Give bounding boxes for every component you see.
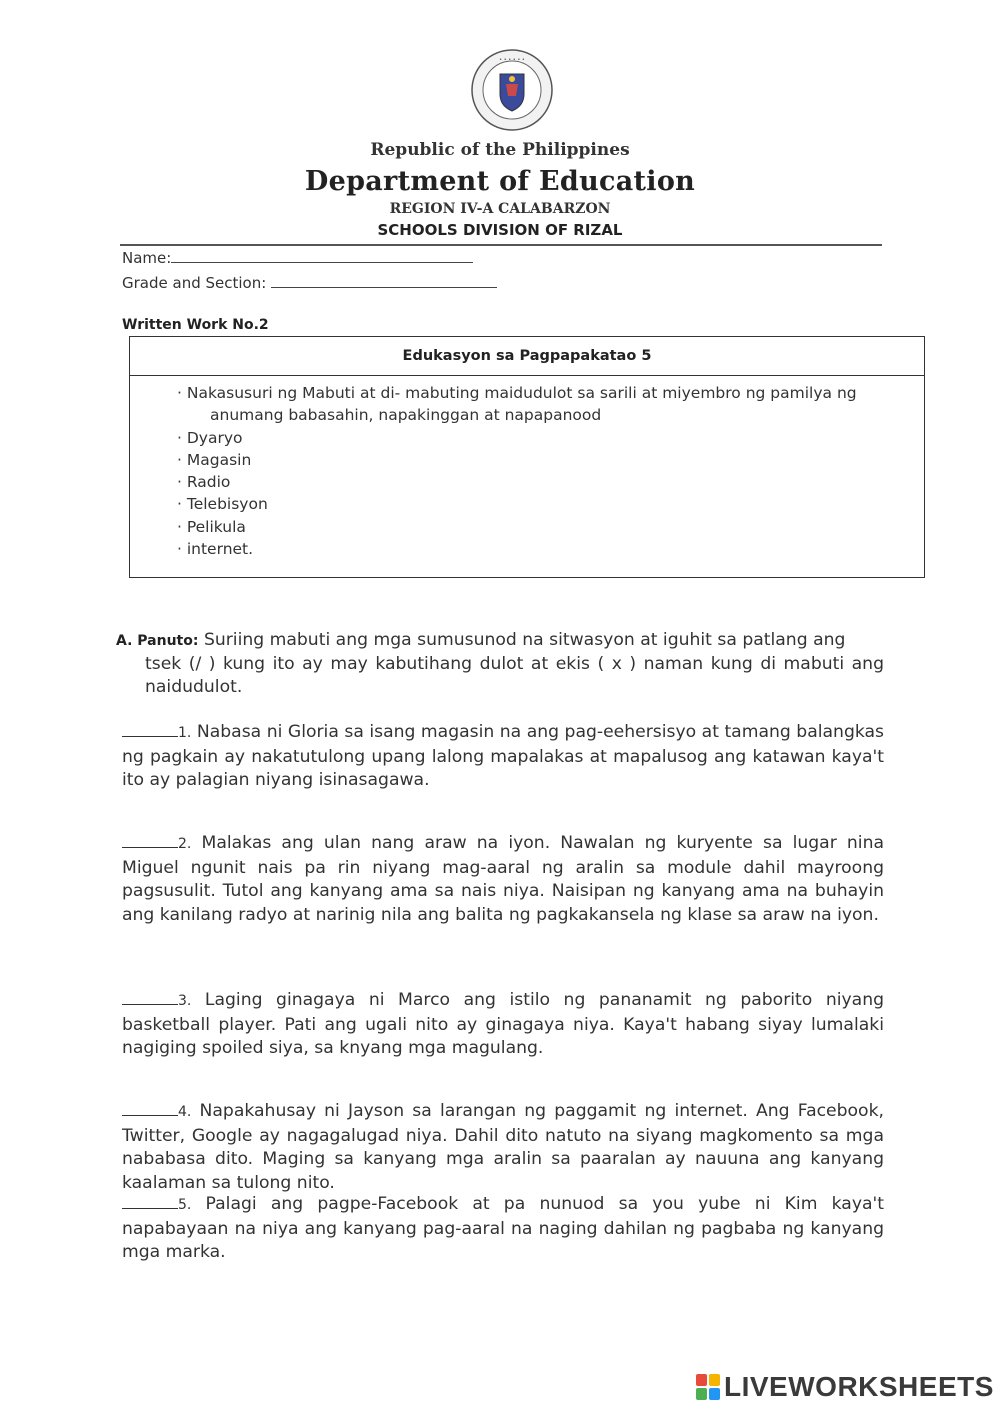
question-text: Laging ginagaya ni Marco ang istilo ng pananamit ng paborito niyang basketball player. Pati ang ugali nito ay ginagaya niya. Kaya't habang siyay lumalaki nagiging spoiled siya, sa knyang mga magulang. (122, 990, 884, 1059)
list-item: · Telebisyon (177, 495, 268, 514)
instructions (116, 629, 884, 700)
answer-blank[interactable] (122, 831, 178, 848)
question-text: Malakas ang ulan nang araw na iyon. Nawalan ng kuryente sa lugar nina Miguel ngunit nais pa rin niyang mag-aaral ng aralin sa module dahil mayroong pagsusulit. Tutol ang kanyang ama sa nais niya. Naisipan ng kanyang ama na buhayin ang kanilang radyo at narinig nila ang balita ng pagkakansela ng klase sa araw na iyon. (122, 833, 884, 925)
list-item: · Radio (177, 473, 231, 492)
question-number: 3. (178, 993, 192, 1009)
question-item (122, 988, 884, 1061)
question-text: Napakahusay ni Jayson sa larangan ng paggamit ng internet. Ang Facebook, Twitter, Google ay nagagalugad niya. Dahil dito natuto na siyang magkomento sa mga nababasa dito. Maging sa kanyang mga aralin sa paaralan ay nauuna ang kanyang kaalaman sa tulong nito. (122, 1101, 884, 1193)
answer-blank[interactable] (122, 720, 178, 737)
republic-heading: Republic of the Philippines (370, 140, 630, 160)
grade-section-field (122, 273, 497, 292)
written-work-title: Written Work No.2 (122, 317, 269, 333)
liveworksheets-logo (696, 1372, 994, 1402)
list-item-text: · Nakasusuri ng Mabuti at di- mabuting maidudulot sa sarili at miyembro ng pamilya ng (177, 384, 857, 402)
question-item (122, 831, 884, 927)
list-item (177, 382, 924, 427)
answer-blank[interactable] (122, 1192, 178, 1209)
instructions-text-rest: tsek (/ ) kung ito ay may kabutihang dulot at ekis ( x ) naman kung di mabuti ang naidudulot. (145, 654, 884, 698)
division-heading: SCHOOLS DIVISION OF RIZAL (377, 221, 623, 239)
subject-title: Edukasyon sa Pagpapakatao 5 (130, 337, 924, 376)
header-divider (120, 244, 882, 246)
list-item: · internet. (177, 540, 254, 559)
svg-text:• • • • • •: • • • • • • (499, 57, 525, 63)
question-number: 1. (178, 725, 192, 741)
department-heading: Department of Education (304, 166, 696, 197)
region-heading: REGION IV-A CALABARZON (389, 201, 611, 217)
list-item: · Magasin (177, 450, 252, 469)
list-item: · Pelikula (177, 517, 246, 536)
question-item (122, 1192, 884, 1265)
list-item: · Dyaryo (177, 428, 243, 447)
question-number: 4. (178, 1104, 192, 1120)
deped-seal-logo (470, 48, 554, 132)
answer-blank[interactable] (122, 988, 178, 1005)
question-item (122, 1099, 884, 1195)
question-number: 2. (178, 836, 192, 852)
name-field (122, 248, 473, 267)
question-item (122, 720, 884, 793)
competency-box (129, 336, 925, 578)
liveworksheets-brand: LIVEWORKSHEETS (724, 1371, 994, 1402)
name-input-line[interactable] (171, 248, 473, 263)
name-label: Name: (122, 249, 172, 267)
answer-blank[interactable] (122, 1099, 178, 1116)
competency-list (130, 376, 924, 560)
grade-label: Grade and Section: (122, 274, 267, 292)
question-number: 5. (178, 1197, 192, 1213)
question-text: Nabasa ni Gloria sa isang magasin na ang pag-eehersisyo at tamang balangkas ng pagkain ay nakatutulong upang lalong mapalakas at mapalusog ang katawan kaya't ito ay palagian niyang isinasagawa. (122, 722, 884, 791)
list-item-text: anumang babasahin, napakinggan at napapanood (210, 406, 602, 425)
question-text: Palagi ang pagpe-Facebook at pa nunuod sa you yube ni Kim kaya't napabayaan na niya ang kanyang pag-aaral na naging dahilan ng pagbaba ng kanyang mga marka. (122, 1194, 884, 1263)
instructions-label: A. Panuto: (116, 633, 199, 649)
grade-input-line[interactable] (271, 273, 497, 288)
liveworksheets-icon (696, 1374, 720, 1400)
instructions-text-first: Suriing mabuti ang mga sumusunod na sitwasyon at iguhit sa patlang ang (203, 630, 846, 650)
